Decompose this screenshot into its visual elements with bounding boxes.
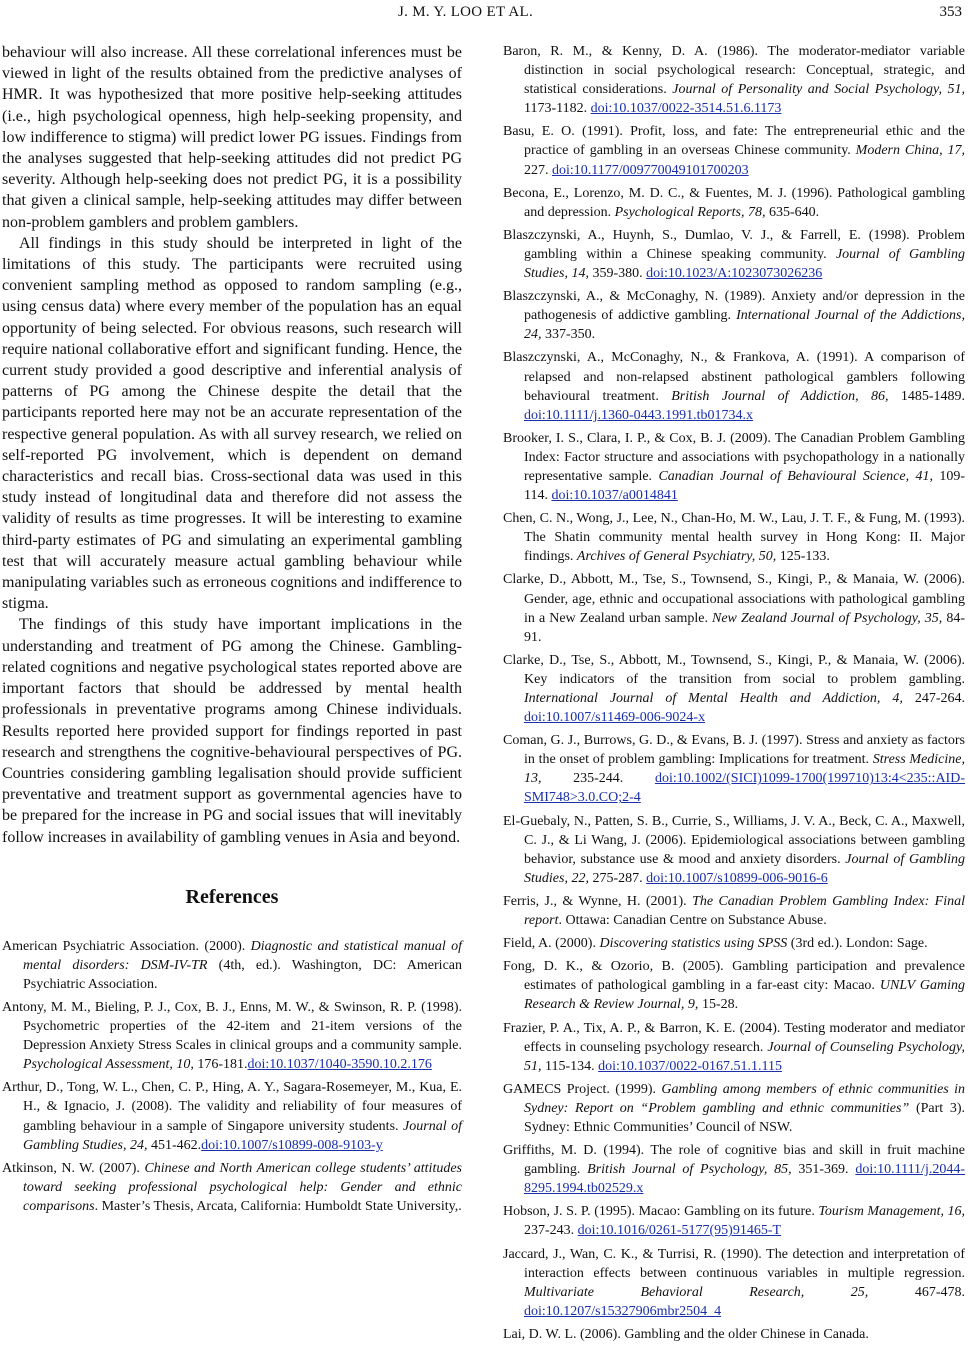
reference-source: Tourism Management, 16, <box>818 1204 965 1220</box>
reference-source: Canadian Journal of Behavioural Science, 41, <box>658 468 933 484</box>
reference-entry <box>503 348 965 424</box>
body-paragraph-2: All findings in this study should be interpreted in light of the limitations of this study. The participants were recruited using convenient sampling method as opposed to random sampling (e.g., using census data) where every member of the population has an equal opportunity of being selected. For obvious reasons, such research will require national collaborative effort and significant funding. Hence, the current study provided a good descriptive and inferential analysis of patterns of PG among the Chinese despite the detail that the participants reported here may not be an accurate representation of the respective general population. As with all survey research, we relied on self-reported PG involvement, which is dependent on demand characteristics and recall bias. Cross-sectional data was used in this study instead of longitudinal data and therefore did not assess the validity of results as time progresses. It will be interesting to examine third-party estimates of PG and simulating an experimental gambling test that will accurately measure actual gambling behaviour while manipulating variables such as erroneous cognitions and indifference to stigma. <box>2 234 462 613</box>
reference-entry <box>503 570 965 646</box>
reference-entry <box>2 937 462 994</box>
reference-text: Blaszczynski, A., & McConaghy, N. (1989). Anxiety and/or depression in the pathogenesis of addictive gambling. <box>503 289 965 324</box>
right-column <box>503 42 965 1348</box>
reference-text: 176-181. <box>193 1057 248 1073</box>
reference-entry <box>503 934 965 953</box>
reference-source: British Journal of Psychology, 85, <box>587 1162 792 1178</box>
reference-entry <box>503 509 965 566</box>
doi-link[interactable]: doi:10.1037/a0014841 <box>551 488 678 504</box>
reference-text: Arthur, D., Tong, W. L., Chen, C. P., Hing, A. Y., Sagara-Rosemeyer, M., Kua, E. H., & Ignacio, J. (2008). The validity and reliability of four measures of gambling behaviour in a sample of Singapore university students. <box>2 1080 462 1134</box>
reference-source: International Journal of Mental Health and Addiction, 4, <box>524 691 903 706</box>
references-heading: References <box>185 885 279 908</box>
reference-entry <box>2 1078 462 1154</box>
reference-text: Hobson, J. S. P. (1995). Macao: Gambling on its future. <box>503 1204 819 1220</box>
reference-text: Field, A. (2000). <box>503 936 600 952</box>
reference-entry <box>503 651 965 727</box>
references-list-right <box>503 42 965 1344</box>
reference-source: Journal of Personality and Social Psychology, 51, <box>672 82 965 98</box>
reference-source: Discovering statistics using SPSS <box>599 936 788 952</box>
reference-entry <box>503 1202 965 1240</box>
reference-text: Basu, E. O. (1991). Profit, loss, and fate: The entrepreneurial ethic and the practice of gambling in an overseas Chinese community. <box>503 124 965 159</box>
reference-text: Blaszczynski, A., McConaghy, N., & Frankova, A. (1991). A comparison of relapsed and non-relapsed abstinent pathological gamblers following behavioural treatment. <box>503 350 965 404</box>
reference-text: 109-114. <box>524 468 965 504</box>
running-header <box>0 0 968 34</box>
reference-entry <box>503 892 965 930</box>
reference-source: UNLV Gaming Research & Review Journal, 9, <box>524 978 966 1013</box>
reference-entry <box>503 1019 965 1076</box>
reference-entry <box>503 122 965 179</box>
body-paragraph-3: The findings of this study have important implications in the understanding and treatment of PG among the Chinese. Gambling-related cognitions and negative psychological states reported above are important factors that should be addressed by mental health professionals in preventative programs among Chinese individuals. Results reported here provided support for findings reported in past research and strengthens the cognitive-behavioural perspectives of PG. Countries considering gambling legalisation should provide sufficient preventative and treatment support as governmental agencies have to be prepared for the increase in PG and social issues that will inevitably follow increases in availability of gambling venues in Asia and beyond. <box>2 616 462 846</box>
reference-text: 115-134. <box>541 1058 599 1074</box>
reference-text: American Psychiatric Association. (2000). <box>2 938 251 954</box>
reference-text: Antony, M. M., Bieling, P. J., Cox, B. J., Enns, M. W., & Swinson, R. P. (1998). Psychometric properties of the 42-item and 21-item versions of the Depression Anxiety Stress Scales in clinical groups and a community sample. <box>2 1000 462 1054</box>
doi-link[interactable]: doi:10.1007/s10899-006-9016-6 <box>646 870 828 886</box>
reference-entry <box>503 226 965 283</box>
reference-text: Griffiths, M. D. (1994). The role of cognitive bias and skill in fruit machine gambling. <box>503 1143 965 1178</box>
reference-text: 275-287. <box>588 870 647 886</box>
reference-text: 467-478. <box>868 1284 965 1300</box>
reference-text: Fong, D. K., & Ozorio, B. (2005). Gambling participation and prevalence estimates of pathological gambling in a far-east city: Macao. <box>503 959 965 994</box>
doi-link[interactable]: doi:10.1207/s15327906mbr2504_4 <box>524 1303 722 1319</box>
reference-text: Baron, R. M., & Kenny, D. A. (1986). The moderator-mediator variable distinction in social psychological research: Conceptual, strategic, and statistical considerations. <box>503 44 965 98</box>
reference-entry <box>503 1245 965 1321</box>
doi-link[interactable]: doi:10.1037/0022-0167.51.1.115 <box>598 1058 782 1074</box>
reference-text: 351-369. <box>791 1162 856 1178</box>
reference-text: 359-380. <box>588 266 647 282</box>
reference-text: Becona, E., Lorenzo, M. D. C., & Fuentes, M. J. (1996). Pathological gambling and depression. <box>503 185 965 220</box>
body-paragraph-1: behaviour will also increase. All these correlational inferences must be viewed in light of the results obtained from the predictive analyses of HMR. It was hypothesized that more positive help-seeking attitudes (i.e., high psychological openness, high help-seeking propensity, and low indifference to stigma) will predict lower PG issues. Findings from the analyses suggested that help-seeking attitudes did not predict PG severity. Although help-seeking does not predict PG, it is a possibility that given a clinical sample, help-seeking attitudes may differ between non-problem gamblers and problem gamblers. <box>2 44 462 231</box>
reference-text: 1485-1489. <box>888 388 965 404</box>
reference-source: Diagnostic and statistical manual of mental disorders: DSM-IV-TR <box>23 938 462 973</box>
reference-source: New Zealand Journal of Psychology, 35, <box>712 610 943 626</box>
references-list-left <box>2 937 462 1216</box>
reference-text: (4th, ed.). Washington, DC: American Psychiatric Association. <box>23 957 462 992</box>
reference-source: Multivariate Behavioral Research, 25, <box>524 1284 869 1300</box>
reference-entry <box>503 957 965 1014</box>
reference-text: 237-243. <box>524 1223 578 1239</box>
reference-text: Brooker, I. S., Clara, I. P., & Cox, B. J. (2009). The Canadian Problem Gambling Index: Factor structure and associations with psychopathology in a nationally representative sample. <box>503 430 965 484</box>
running-title: J. M. Y. LOO ET AL. <box>398 4 534 20</box>
reference-text: 635-640. <box>765 204 820 220</box>
reference-source: Modern China, 17, <box>855 143 965 159</box>
reference-text: 1173-1182. <box>524 101 591 117</box>
reference-source: Journal of Gambling Studies, 22, <box>524 851 965 886</box>
doi-link[interactable]: doi:10.1037/0022-3514.51.6.1173 <box>590 101 782 117</box>
doi-link[interactable]: doi:10.1023/A:1023073026236 <box>646 266 823 282</box>
reference-text: Clarke, D., Abbott, M., Tse, S., Townsend, S., Kingi, P., & Manaia, W. (2006). Gender, age, ethnic and occupational associations with pathological gambling in a New Zealand urban sample. <box>503 572 965 626</box>
doi-link[interactable]: doi:10.1177/009770049101700203 <box>552 162 749 178</box>
reference-entry <box>503 1325 965 1344</box>
reference-text: . Ottawa: Canadian Centre on Substance Abuse. <box>558 913 827 929</box>
reference-source: Archives of General Psychiatry, 50, <box>576 549 777 565</box>
reference-text: El-Guebaly, N., Patten, S. B., Currie, S., Williams, J. V. A., Beck, C. A., Maxwell, C. J., & Li Wang, J. (2006). Epidemiological associations between gambling behavior, substance use & mood and anxiety disorders. <box>503 813 965 867</box>
reference-source: Psychological Reports, 78, <box>614 204 766 220</box>
page-number: 353 <box>939 4 962 20</box>
reference-source: British Journal of Addiction, 86, <box>671 388 889 404</box>
reference-source: Psychological Assessment, 10, <box>23 1057 194 1073</box>
reference-entry <box>503 184 965 222</box>
reference-text: 125-133. <box>776 549 830 565</box>
reference-entry <box>503 287 965 344</box>
reference-source: Gambling among members of ethnic communities in Sydney: Report on “Problem gambling and ethnic communities” <box>524 1081 965 1116</box>
reference-text: 84-91. <box>524 610 966 645</box>
reference-text: 337-350. <box>541 327 596 343</box>
left-column <box>2 42 462 1220</box>
reference-source: Chinese and North American college students’ attitudes toward seeking professional psychological help: Gender and ethnic comparisons <box>23 1160 462 1214</box>
reference-text: Chen, C. N., Wong, J., Lee, N., Chan-Ho, M. W., Lau, J. T. F., & Fung, M. (1993). The Shatin community mental health survey in Hong Kong: II. Major findings. <box>503 511 965 565</box>
reference-source: Stress Medicine, 13, <box>524 752 965 787</box>
reference-text: Blaszczynski, A., Huynh, S., Dumlao, V. J., & Farrell, E. (1998). Problem gambling within a Chinese speaking community. <box>503 227 965 262</box>
reference-text: 247-264. <box>902 691 965 706</box>
reference-text: Frazier, P. A., Tix, A. P., & Barron, K. E. (2004). Testing moderator and mediator effects in counseling psychology research. <box>503 1020 965 1055</box>
doi-link[interactable]: doi:10.1016/0261-5177(95)91465-T <box>577 1223 782 1239</box>
reference-entry <box>503 1141 965 1198</box>
reference-entry <box>503 731 965 807</box>
reference-text: 227. <box>524 162 552 178</box>
doi-link[interactable]: doi:10.1007/s11469-006-9024-x <box>524 710 706 726</box>
reference-entry <box>503 42 965 118</box>
reference-text: Atkinson, N. W. (2007). <box>2 1160 145 1176</box>
reference-text: 235-244. <box>541 771 655 787</box>
reference-source: Journal of Gambling Studies, 24, <box>23 1118 462 1153</box>
reference-entry <box>2 998 462 1074</box>
reference-text: (3rd ed.). London: Sage. <box>787 936 928 952</box>
reference-text: 15-28. <box>698 997 739 1013</box>
reference-source: Journal of Counseling Psychology, 51, <box>524 1039 965 1074</box>
reference-source: The Canadian Problem Gambling Index: Final report <box>524 893 965 929</box>
doi-link[interactable]: doi:10.1002/(SICI)1099-1700(199710)13:4<235::AID-SMI748>3.0.CO;2-4 <box>524 771 965 806</box>
doi-link[interactable]: doi:10.1037/1040-3590.10.2.176 <box>247 1057 432 1073</box>
reference-text: (Part 3). Sydney: Ethnic Communities’ Council of NSW. <box>524 1100 965 1135</box>
reference-text: Coman, G. J., Burrows, G. D., & Evans, B. J. (1997). Stress and anxiety as factors in the onset of problem gambling: Implications for treatment. <box>503 733 965 768</box>
reference-text: GAMECS Project. (1999). <box>503 1081 662 1097</box>
doi-link[interactable]: doi:10.1111/j.1360-0443.1991.tb01734.x <box>524 407 754 423</box>
reference-text: Lai, D. W. L. (2006). Gambling and the older Chinese in Canada. <box>503 1326 869 1342</box>
reference-text: Jaccard, J., Wan, C. K., & Turrisi, R. (1990). The detection and interpretation of interaction effects between continuous variables in multiple regression. <box>503 1246 965 1281</box>
reference-source: Journal of Gambling Studies, 14, <box>524 246 965 282</box>
reference-entry <box>503 1080 965 1137</box>
reference-text: . Master’s Thesis, Arcata, California: Humboldt State University,. <box>94 1198 462 1214</box>
reference-entry <box>503 429 965 505</box>
reference-entry <box>503 812 965 888</box>
reference-text: 451-462. <box>147 1137 202 1153</box>
doi-link[interactable]: doi:10.1111/j.2044-8295.1994.tb02529.x <box>524 1162 965 1197</box>
reference-entry <box>2 1159 462 1216</box>
doi-link[interactable]: doi:10.1007/s10899-008-9103-y <box>201 1137 383 1153</box>
reference-text: Ferris, J., & Wynne, H. (2001). <box>503 893 693 909</box>
reference-text: Clarke, D., Tse, S., Abbott, M., Townsend, S., Kingi, P., & Manaia, W. (2006). Key indicators of the transition from social to problem gambling. <box>503 652 965 687</box>
reference-source: International Journal of the Addictions, 24, <box>524 308 965 343</box>
